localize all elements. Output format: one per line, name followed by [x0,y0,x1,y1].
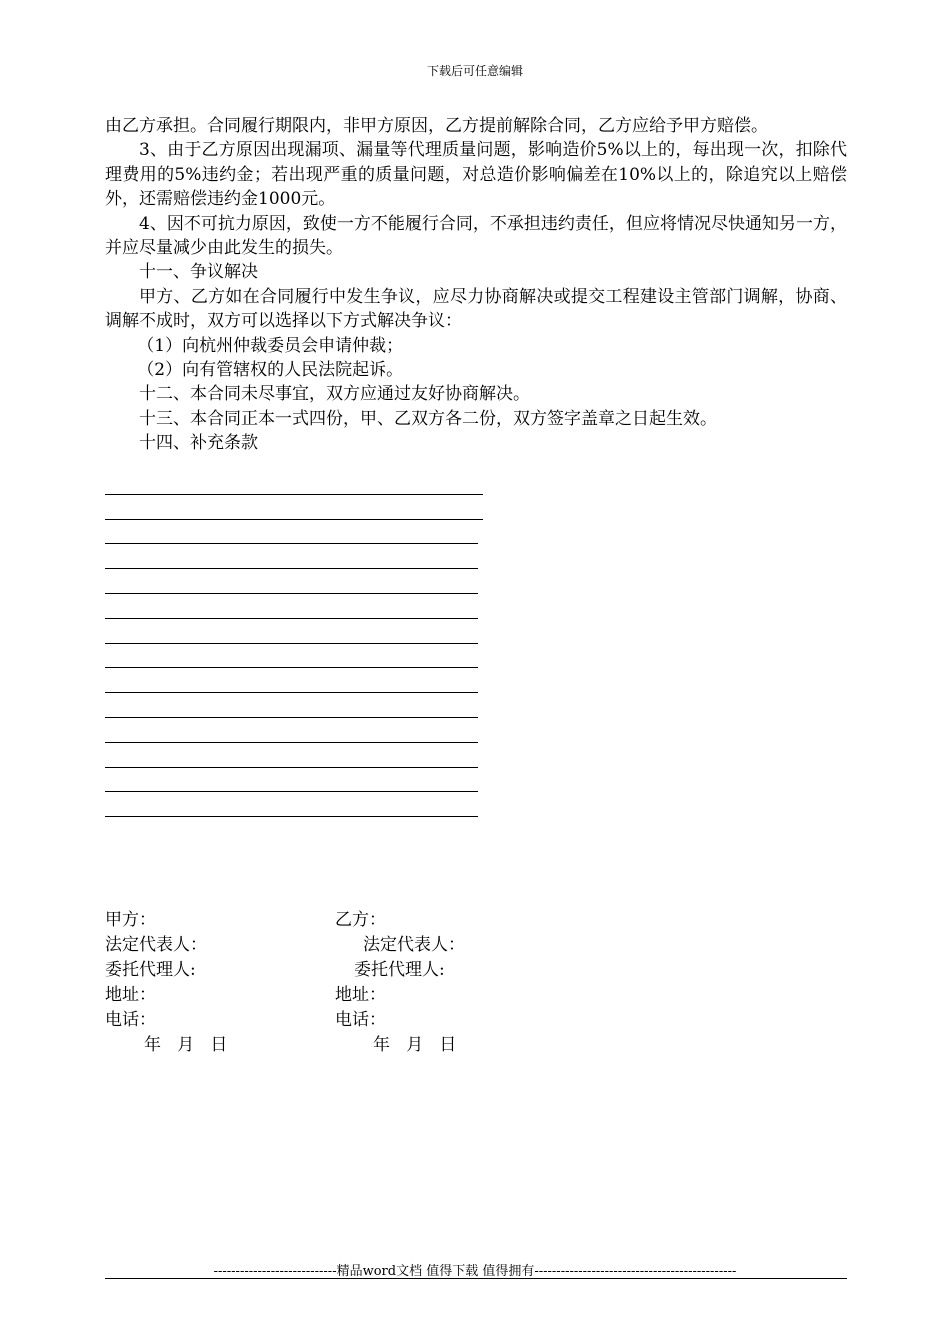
party-b-agent: 委托代理人: [354,960,445,980]
page-footer: ----------------------------精品word文档 值得下载 值得拥有---------------------------------------------- [213,1264,737,1279]
blank-line [105,594,478,619]
blank-line [105,792,478,817]
party-a-address: 地址： [105,985,156,1005]
page-header: 下载后可任意编辑 [426,64,523,78]
blank-line [105,668,478,693]
blank-line [105,544,478,569]
section-heading-dispute: 十一、争议解决 [139,262,258,283]
section-heading-supplement: 十四、补充条款 [139,433,258,454]
party-b-rep: 法定代表人： [363,935,465,955]
party-a-agent: 委托代理人: [105,960,196,980]
supplement-blank-lines [105,470,483,817]
blank-line [105,619,478,644]
footer-rule [105,1278,847,1279]
blank-line [105,470,483,495]
blank-line [105,693,478,718]
blank-line [105,743,478,768]
party-b-label: 乙方： [335,910,386,930]
blank-line [105,768,478,793]
party-a-date: 年 月 日 [144,1035,228,1055]
party-b-address: 地址： [335,985,386,1005]
paragraph-option-1: （1）向杭州仲裁委员会申请仲裁； [137,335,404,356]
paragraph-clause-4: 4、因不可抗力原因，致使一方不能履行合同，不承担违约责任，但应将情况尽快通知另一方，并应尽量减少由此发生的损失。 [105,213,847,259]
blank-line [105,495,483,520]
party-a-rep: 法定代表人： [105,935,207,955]
paragraph-clause-3: 3、由于乙方原因出现漏项、漏量等代理质量问题，影响造价5%以上的，每出现一次，扣除代理费用的5%违约金；若出现严重的质量问题，对总造价影响偏差在10%以上的，除追究以上赔偿外，还需赔偿违约金1000元。 [105,140,847,210]
contract-body [105,114,847,456]
blank-line [105,644,478,669]
blank-line [105,520,478,545]
blank-line [105,569,478,594]
blank-line [105,718,478,743]
party-a-phone: 电话： [105,1010,156,1030]
party-b-date: 年 月 日 [373,1035,457,1055]
party-b-phone: 电话： [335,1010,386,1030]
paragraph-dispute: 甲方、乙方如在合同履行中发生争议，应尽力协商解决或提交工程建设主管部门调解，协商、调解不成时，双方可以选择以下方式解决争议： [105,286,847,332]
party-a-label: 甲方： [105,910,156,930]
paragraph-option-2: （2）向有管辖权的人民法院起诉。 [137,360,404,381]
paragraph-liability-end: 由乙方承担。合同履行期限内，非甲方原因，乙方提前解除合同，乙方应给予甲方赔偿。 [105,116,768,136]
paragraph-clause-13: 十三、本合同正本一式四份，甲、乙双方各二份，双方签字盖章之日起生效。 [139,408,717,429]
paragraph-clause-12: 十二、本合同未尽事宜，双方应通过友好协商解决。 [139,384,530,405]
